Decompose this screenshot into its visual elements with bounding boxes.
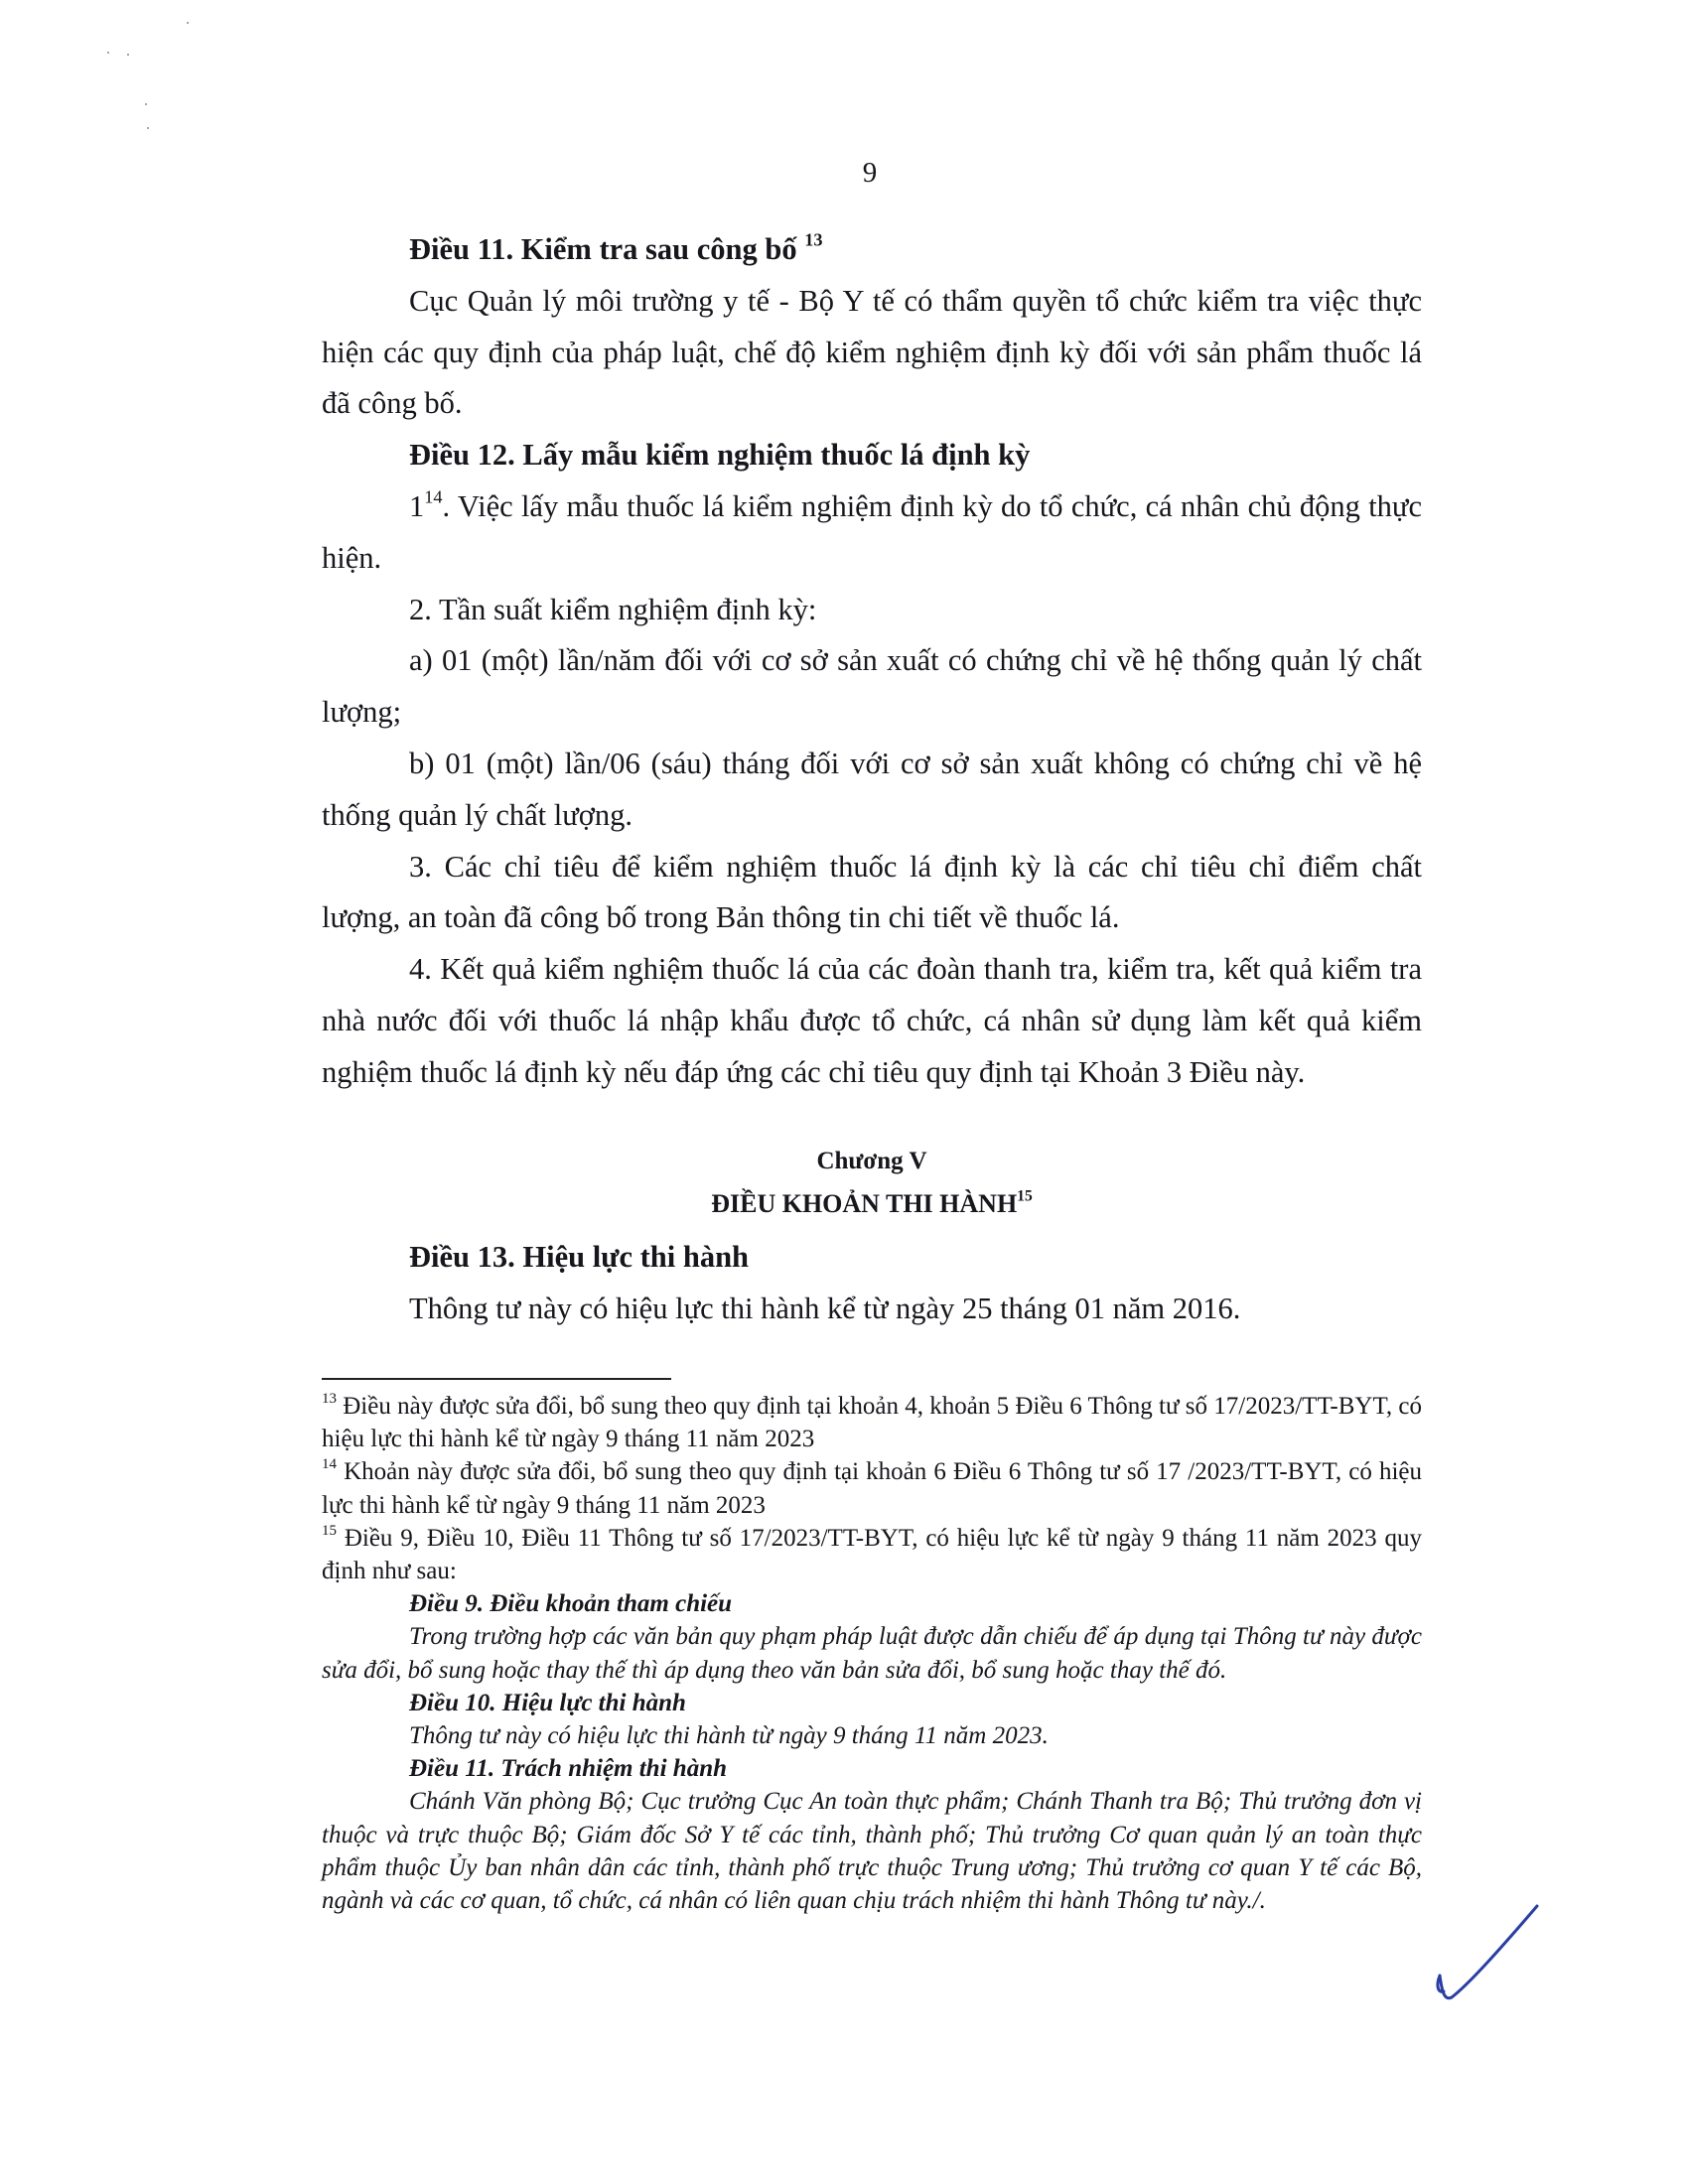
footnote-13: $^{13}$ Điều này được sửa đổi, bổ sung theo quy định tại khoản 4, khoản 5 Điều 6 Thông tư số 17/2023/TT-BYT, có hiệu lực thi hành kể từ ngày 9 tháng 11 năm 2023: [322, 1390, 1422, 1453]
article-12-clause-3: 3. Các chỉ tiêu để kiểm nghiệm thuốc lá định kỳ là các chỉ tiêu chỉ điểm chất lượng, an toàn đã công bố trong Bản thông tin chi tiết về thuốc lá.: [322, 849, 1422, 935]
article-12-clause-2a: a) 01 (một) lần/năm đối với cơ sở sản xuất có chứng chỉ về hệ thống quản lý chất lượng;: [322, 643, 1422, 730]
footnote-14: $^{14}$ Khoản này được sửa đổi, bổ sung theo quy định tại khoản 6 Điều 6 Thông tư số 17 /2023/TT-BYT, có hiệu lực thi hành kể từ ngày 9 tháng 11 năm 2023: [322, 1456, 1422, 1519]
article-12-heading: Điều 12. Lấy mẫu kiểm nghiệm thuốc lá định kỳ: [409, 438, 1031, 473]
footnote-15: $^{15}$ Điều 9, Điều 10, Điều 11 Thông tư số 17/2023/TT-BYT, có hiệu lực kể từ ngày 9 tháng 11 năm 2023 quy định như sau:: [322, 1522, 1422, 1585]
article-12-clause-2b: b) 01 (một) lần/06 (sáu) tháng đối với cơ sở sản xuất không có chứng chỉ về hệ thống quản lý chất lượng.: [322, 746, 1422, 832]
footnotes: [322, 1390, 1422, 1917]
quoted-article-11-body: Chánh Văn phòng Bộ; Cục trưởng Cục An toàn thực phẩm; Chánh Thanh tra Bộ; Thủ trưởng đơn vị thuộc và trực thuộc Bộ; Giám đốc Sở Y tế các tỉnh, thành phố; Thủ trưởng Cơ quan quản lý an toàn thực phẩm thuộc Ủy ban nhân dân các tỉnh, thành phố trực thuộc Trung ương; Thủ trưởng cơ quan Y tế các Bộ, ngành và các cơ quan, tổ chức, cá nhân có liên quan chịu trách nhiệm thi hành Thông tư này./.: [322, 1788, 1422, 1915]
footnote-separator: [322, 1378, 671, 1380]
article-13-heading: Điều 13. Hiệu lực thi hành: [409, 1240, 749, 1274]
article-13: [322, 1232, 1422, 1335]
footnote-ref-13: 13: [804, 229, 823, 250]
quoted-article-11-heading: Điều 11. Trách nhiệm thi hành: [409, 1755, 727, 1783]
article-12-clause-2: 2. Tần suất kiểm nghiệm định kỳ:: [409, 592, 817, 626]
chapter-number: Chương V: [816, 1148, 927, 1174]
page-number: 9: [862, 157, 878, 189]
article-11-heading: Điều 11. Kiểm tra sau công bố $^{13}$: [409, 229, 823, 266]
footnote-ref-15: 15: [1017, 1187, 1033, 1205]
main-body: [322, 224, 1422, 1099]
footnote-ref-14: 14: [424, 486, 443, 507]
chapter-title: ĐIỀU KHOẢN THI HÀNH$^{15}$: [711, 1187, 1033, 1218]
quoted-article-9-body: Trong trường hợp các văn bản quy phạm pháp luật được dẫn chiếu để áp dụng tại Thông tư này được sửa đổi, bổ sung hoặc thay thế thì áp dụng theo văn bản sửa đổi, bổ sung hoặc thay thế đó.: [322, 1623, 1422, 1684]
article-12-clause-1: $1^{14}$. Việc lấy mẫu thuốc lá kiểm nghiệm định kỳ do tổ chức, cá nhân chủ động thực hiện.: [322, 486, 1422, 575]
article-11-body: Cục Quản lý môi trường y tế - Bộ Y tế có thẩm quyền tổ chức kiểm tra việc thực hiện các quy định của pháp luật, chế độ kiểm nghiệm định kỳ đối với sản phẩm thuốc lá đã công bố.: [322, 283, 1422, 421]
quoted-article-9-heading: Điều 9. Điều khoản tham chiếu: [409, 1590, 733, 1618]
article-12-clause-4: 4. Kết quả kiểm nghiệm thuốc lá của các đoàn thanh tra, kiểm tra, kết quả kiểm tra nhà nước đối với thuốc lá nhập khẩu được tổ chức, cá nhân sử dụng làm kết quả kiểm nghiệm thuốc lá định kỳ nếu đáp ứng các chỉ tiêu quy định tại Khoản 3 Điều này.: [322, 952, 1422, 1089]
handwritten-check-mark-icon: [1430, 1898, 1549, 2007]
quoted-article-10-body: Thông tư này có hiệu lực thi hành từ ngày 9 tháng 11 năm 2023.: [409, 1722, 1049, 1750]
quoted-article-10-heading: Điều 10. Hiệu lực thi hành: [409, 1689, 686, 1716]
article-13-body: Thông tư này có hiệu lực thi hành kể từ ngày 25 tháng 01 năm 2016.: [409, 1291, 1241, 1325]
